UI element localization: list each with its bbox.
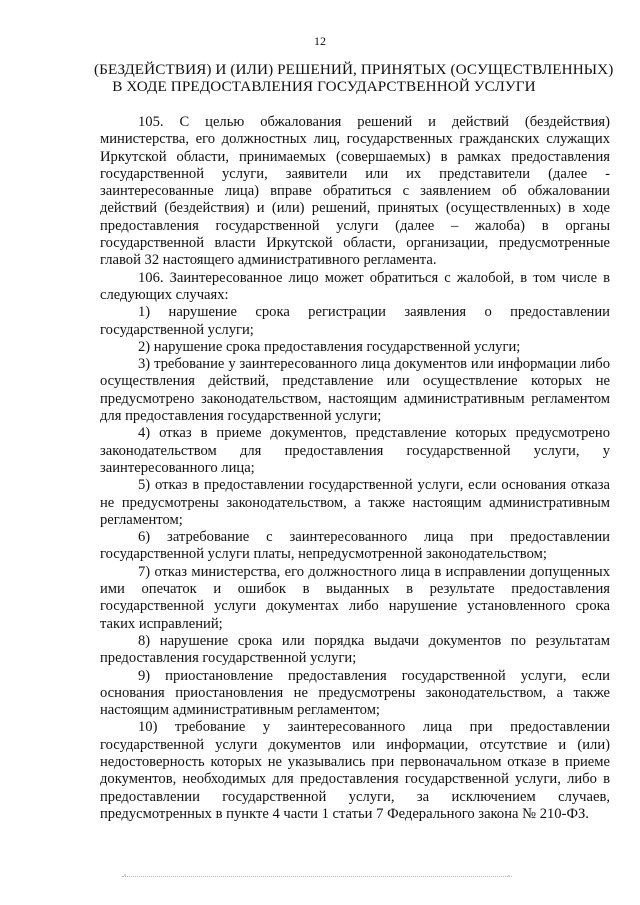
list-item-9: 9) приостановление предоставления государственной услуги, если основания приостановления не предусмотрены законодательством, а также настоящим административным регламентом; <box>100 667 610 719</box>
list-item-6: 6) затребование с заинтересованного лица при предоставлении государственной услуги платы, непредусмотренной законодательством; <box>100 529 610 563</box>
list-item-1: 1) нарушение срока регистрации заявления о предоставлении государственной услуги; <box>100 304 610 338</box>
list-item-5: 5) отказ в предоставлении государственной услуги, если основания отказа не предусмотрены законодательством, а также настоящим административным регламентом; <box>100 477 610 528</box>
section-heading <box>94 61 614 95</box>
heading-line: В ХОДЕ ПРЕДОСТАВЛЕНИЯ ГОСУДАРСТВЕННОЙ УСЛУГИ <box>112 78 536 95</box>
page-number: 12 <box>314 34 326 48</box>
scan-speck <box>124 874 126 876</box>
list-item-8: 8) нарушение срока или порядка выдачи документов по результатам предоставления государственной услуги; <box>100 632 610 667</box>
list-item-2: 2) нарушение срока предоставления государственной услуги; <box>138 338 521 355</box>
paragraph-106: 106. Заинтересованное лицо может обратиться с жалобой, в том числе в следующих случаях: <box>100 269 610 303</box>
scan-speck <box>508 875 510 877</box>
list-item-10: 10) требование у заинтересованного лица при предоставлении государственной услуги документов или информации, отсутствие и (или) недостоверность которых не указывались при первоначальном отказе в приеме документов, необходимых для предоставления государственной услуги, либо в предоставлении государственной услуги, за исключением случаев, предусмотренных в пункте 4 части 1 статьи 7 Федерального закона № 210-ФЗ. <box>100 719 610 822</box>
list-item-4: 4) отказ в приеме документов, представление которых предусмотрено законодательством для предоставления государственной услуги, у заинтересованного лица; <box>100 425 610 476</box>
list-item-7: 7) отказ министерства, его должностного лица в исправлении допущенных ими опечаток и ошибок в выданных в результате предоставления государственной услуги документах либо нарушение установленного срока таких исправлений; <box>100 563 610 632</box>
list-item-3: 3) требование у заинтересованного лица документов или информации либо осуществления действий, представление или осуществление которых не предусмотрено законодательством, настоящим административным регламентом для предоставления государственной услуги; <box>100 356 610 425</box>
scan-edge-line <box>122 876 512 877</box>
document-body <box>100 114 610 823</box>
paragraph-105: 105. С целью обжалования решений и действий (бездействия) министерства, его должностных лиц, государственных гражданских служащих Иркутской области, принимаемых (совершаемых) в рамках предоставления государственной услуги, заявители или их представители (далее - заинтересованные лица) вправе обратиться с заявлением об обжаловании действий (бездействия) и (или) решений, принятых (осуществленных) в ходе предоставления государственной услуги (далее – жалоба) в органы государственной власти Иркутской области, организации, предусмотренные главой 32 настоящего административного регламента. <box>100 114 610 269</box>
heading-line: (БЕЗДЕЙСТВИЯ) И (ИЛИ) РЕШЕНИЙ, ПРИНЯТЫХ (ОСУЩЕСТВЛЕННЫХ) <box>94 61 614 78</box>
